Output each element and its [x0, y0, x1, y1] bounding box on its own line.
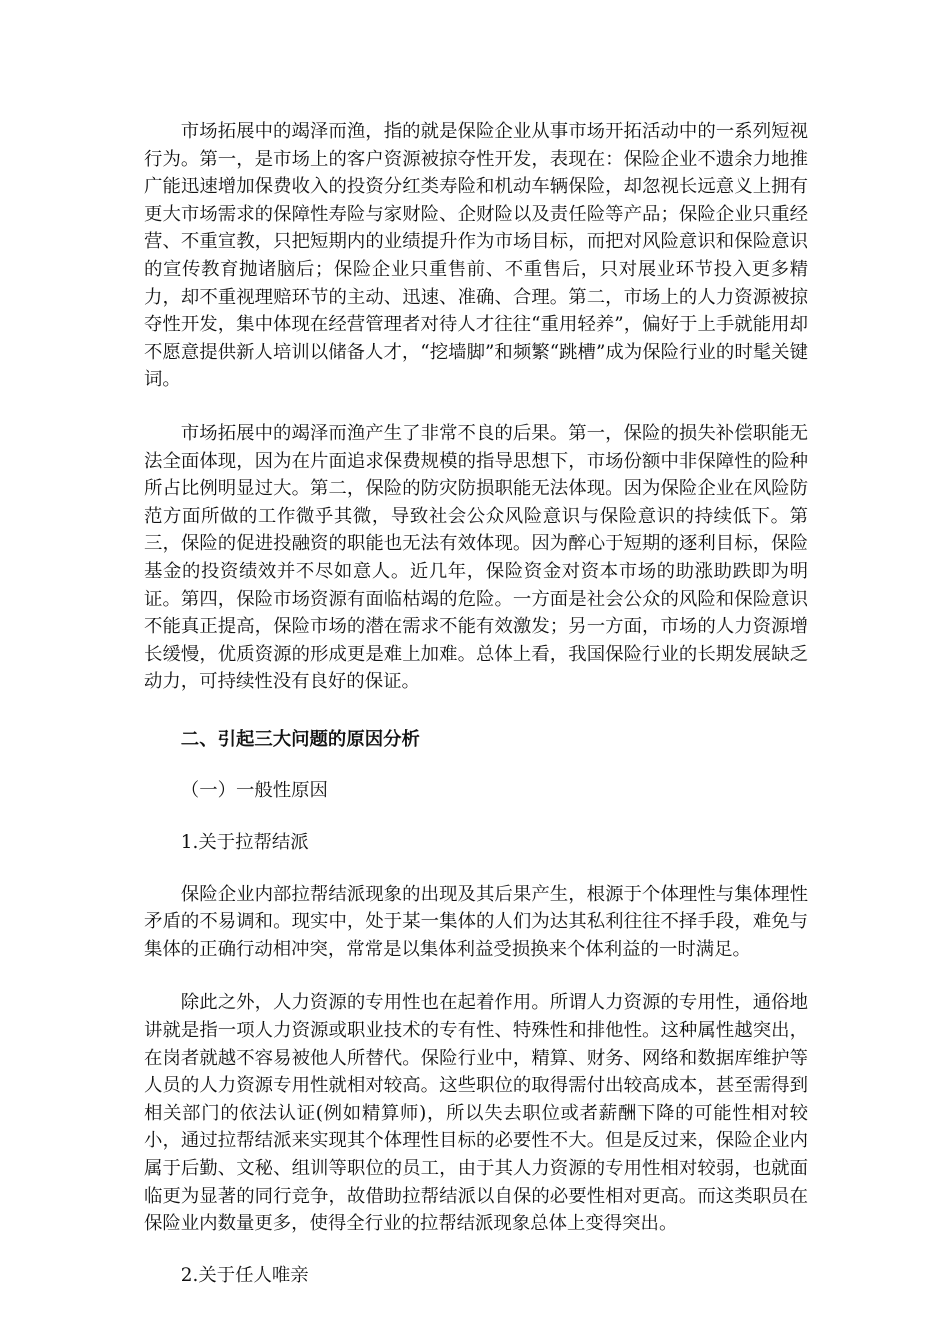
section-heading: 二、引起三大问题的原因分析 — [180, 728, 420, 750]
subsection-heading: （一）一般性原因 — [180, 780, 328, 802]
paragraph-consequences: 市场拓展中的竭泽而渔产生了非常不良的后果。第一，保险的损失补偿职能无法全面体现，因为在片面追求保费规模的指导思想下，市场份额中非保障性的险种所占比例明显过大。第二，保险的防灾防损职能无法体现。因为保险企业在风险防范方面所做的工作微乎其微，导致社会公众风险意识与保险意识的持续低下。第三，保险的促进投融资的职能也无法有效体现。因为醉心于短期的逐利目标，保险基金的投资绩效并不尽如意人。近几年，保险资金对资本市场的助涨助跌即为明证。第四，保险市场资源有面临枯竭的危险。一方面是社会公众的风险和保险意识不能真正提高，保险市场的潜在需求不能有效激发；另一方面，市场的人力资源增长缓慢，优质资源的形成更是难上加难。总体上看，我国保险行业的长期发展缺乏动力，可持续性没有良好的保证。 — [144, 422, 808, 693]
item-heading-cliques: 1.关于拉帮结派 — [180, 832, 309, 854]
document-page — [144, 118, 808, 1289]
paragraph-human-resource-specificity: 除此之外，人力资源的专用性也在起着作用。所谓人力资源的专用性，通俗地讲就是指一项人力资源或职业技术的专有性、特殊性和排他性。这种属性越突出，在岗者就越不容易被他人所替代。保险行业中，精算、财务、网络和数据库维护等人员的人力资源专用性就相对较高。这些职位的取得需付出较高成本，甚至需得到相关部门的依法认证(例如精算师)，所以失去职位或者薪酬下降的可能性相对较小，通过拉帮结派来实现其个体理性目标的必要性不大。但是反过来，保险企业内属于后勤、文秘、组训等职位的员工，由于其人力资源的专用性相对较弱，也就面临更为显著的同行竞争，故借助拉帮结派以自保的必要性相对更高。而这类职员在保险业内数量更多，使得全行业的拉帮结派现象总体上变得突出。 — [144, 992, 808, 1235]
paragraph-short-sighted-behavior: 市场拓展中的竭泽而渔，指的就是保险企业从事市场开拓活动中的一系列短视行为。第一，是市场上的客户资源被掠夺性开发，表现在：保险企业不遗余力地推广能迅速增加保费收入的投资分红类寿险和机动车辆保险，却忽视长远意义上拥有更大市场需求的保障性寿险与家财险、企财险以及责任险等产品；保险企业只重经营、不重宣教，只把短期内的业绩提升作为市场目标，而把对风险意识和保险意识的宣传教育抛诸脑后；保险企业只重售前、不重售后，只对展业环节投入更多精力，却不重视理赔环节的主动、迅速、准确、合理。第二，市场上的人力资源被掠夺性开发，集中体现在经营管理者对待人才往往“重用轻养”，偏好于上手就能用却不愿意提供新人培训以储备人才，“挖墙脚”和频繁“跳槽”成为保险行业的时髦关键词。 — [144, 121, 808, 391]
paragraph-individual-vs-collective: 保险企业内部拉帮结派现象的出现及其后果产生，根源于个体理性与集体理性矛盾的不易调和。现实中，处于某一集体的人们为达其私利往往不择手段，难免与集体的正确行动相冲突，常常是以集体利益受损换来个体利益的一时满足。 — [144, 883, 808, 960]
item-heading-nepotism: 2.关于任人唯亲 — [180, 1264, 309, 1286]
